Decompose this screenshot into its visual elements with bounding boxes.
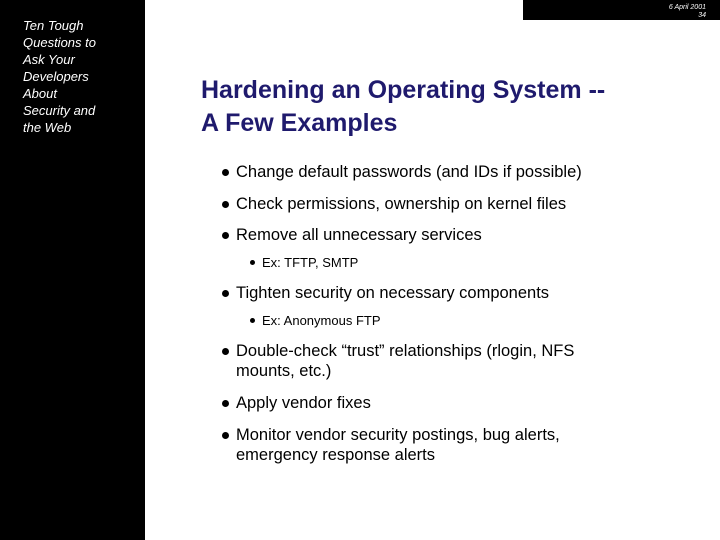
bullet-text: Monitor vendor security postings, bug alerts, emergency response alerts: [236, 426, 560, 464]
slide-date: [669, 4, 706, 20]
date-text: 6 April 2001: [668, 4, 706, 11]
bullet-text: Remove all unnecessary services: [236, 226, 482, 244]
sub-bullet-dot-icon: [250, 318, 255, 323]
header-bar: [523, 0, 720, 20]
bullet-dot-icon: [222, 290, 229, 297]
bullet-item: [218, 393, 688, 413]
bullet-item: [218, 341, 616, 381]
bullet-dot-icon: [222, 348, 229, 355]
slide-title-line-2: A Few Examples: [201, 109, 398, 137]
bullet-item: [218, 425, 606, 465]
bullet-text: Check permissions, ownership on kernel files: [236, 195, 567, 213]
bullet-dot-icon: [222, 400, 229, 407]
bullet-item: [218, 225, 688, 245]
slide-title: [201, 74, 701, 140]
bullet-dot-icon: [222, 432, 229, 439]
bullet-dot-icon: [222, 232, 229, 239]
bullet-item: [218, 283, 688, 303]
bullet-text: Apply vendor fixes: [236, 394, 371, 412]
bullet-text: Change default passwords (and IDs if possible): [236, 163, 582, 181]
bullet-item: [218, 162, 688, 182]
bullet-text: Double-check “trust” relationships (rlogin, NFS mounts, etc.): [236, 342, 575, 380]
sub-bullet-item: [218, 254, 688, 271]
page-number: 34: [698, 12, 706, 19]
presentation-title: Ten Tough Questions to Ask Your Developers About Security and the Web: [23, 18, 96, 135]
sidebar: [0, 0, 145, 540]
bullet-item: [218, 194, 688, 214]
bullet-text: Tighten security on necessary components: [236, 284, 550, 302]
sub-bullet-text: Ex: TFTP, SMTP: [262, 255, 359, 270]
sub-bullet-text: Ex: Anonymous FTP: [262, 313, 381, 328]
sub-bullet-dot-icon: [250, 260, 255, 265]
bullet-dot-icon: [222, 201, 229, 208]
bullet-list: [218, 162, 688, 465]
slide-title-line-1: Hardening an Operating System --: [201, 76, 606, 104]
sub-bullet-item: [218, 312, 688, 329]
bullet-dot-icon: [222, 169, 229, 176]
